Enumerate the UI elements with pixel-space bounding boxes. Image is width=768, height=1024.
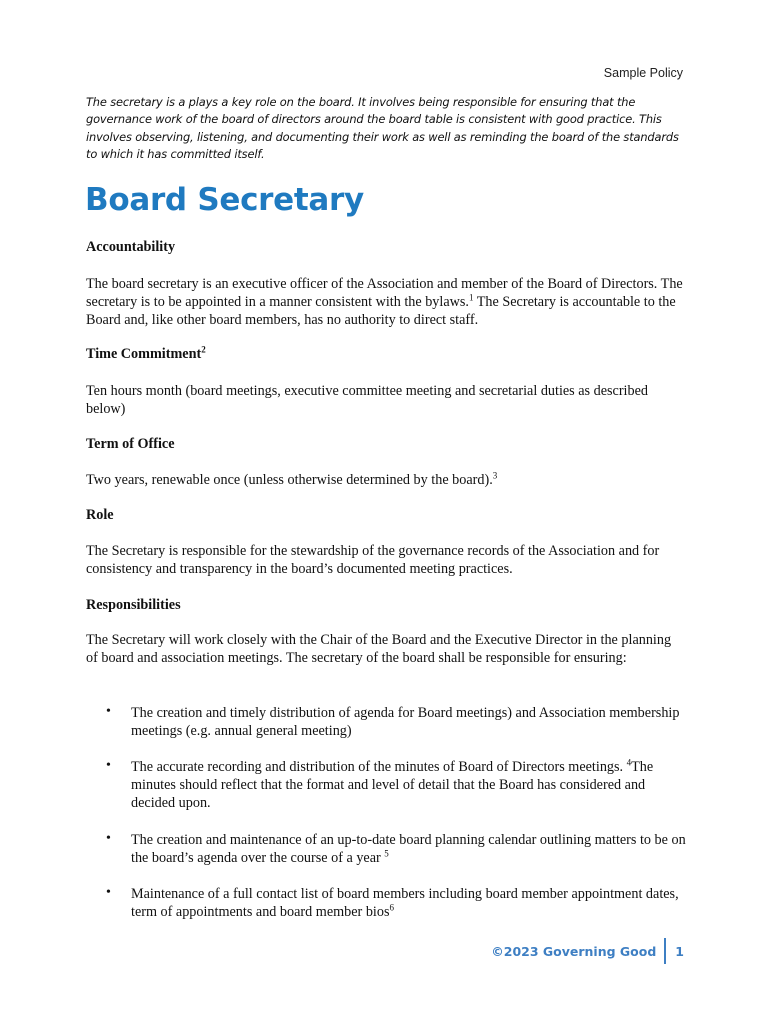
bullet-marker: •	[106, 704, 111, 719]
footer-copyright: ©2023 Governing Good	[491, 943, 657, 959]
list-item	[131, 885, 691, 921]
list-item	[131, 758, 691, 812]
list-item-text: The creation and maintenance of an up-to-date board planning calendar outlining matters to be on the board’s agenda over the course of a year	[131, 832, 686, 866]
role-paragraph: The Secretary is responsible for the stewardship of the governance records of the Association and for consistency and transparency in the board’s documented meeting practices.	[86, 543, 660, 577]
heading-term-of-office: Term of Office	[86, 436, 175, 452]
page-footer	[491, 938, 684, 964]
footnote-ref-3[interactable]: 3	[492, 470, 498, 481]
page-title: Board Secretary	[85, 182, 364, 218]
accountability-paragraph	[86, 275, 686, 329]
heading-role: Role	[86, 507, 114, 523]
footnote-ref-4[interactable]: 4	[626, 757, 632, 768]
footnote-ref-6[interactable]: 6	[389, 902, 394, 913]
footnote-ref-2[interactable]: 2	[201, 344, 206, 355]
heading-responsibilities: Responsibilities	[86, 597, 181, 613]
heading-time-commitment	[86, 346, 206, 363]
bullet-marker: •	[106, 885, 111, 900]
footnote-ref-5[interactable]: 5	[384, 848, 389, 859]
list-item-text: Maintenance of a full contact list of board members including board member appointment dates, term of appointments and board member bios	[131, 886, 679, 920]
term-text: Two years, renewable once (unless otherwise determined by the board).	[86, 472, 493, 488]
responsibilities-paragraph: The Secretary will work closely with the Chair of the Board and the Executive Director in the planning of board and association meetings. The secretary of the board shall be responsible for ensuring:	[86, 632, 672, 666]
list-item	[131, 831, 691, 867]
footer-divider	[664, 938, 666, 964]
term-paragraph	[86, 471, 686, 489]
bullet-marker: •	[106, 831, 111, 846]
list-item: The creation and timely distribution of agenda for Board meetings) and Association membership meetings (e.g. annual general meeting)	[131, 705, 680, 739]
footnote-ref-1[interactable]: 1	[468, 292, 474, 303]
heading-time-commitment-label: Time Commitment	[86, 346, 202, 362]
list-item-text-a: The accurate recording and distribution of the minutes of Board of Directors meetings.	[131, 759, 627, 775]
heading-accountability: Accountability	[86, 239, 176, 255]
header-label: Sample Policy	[603, 66, 683, 80]
list-item-text-b: The minutes should reflect that the format and level of detail that the Board has considered and decided upon.	[131, 759, 654, 811]
bullet-marker: •	[106, 758, 111, 773]
time-commitment-paragraph: Ten hours month (board meetings, executive committee meeting and secretarial duties as described below)	[86, 383, 648, 417]
accountability-text-b: The Secretary is accountable to the Board and, like other board members, has no authority to direct staff.	[86, 294, 676, 328]
page-number: 1	[675, 943, 684, 959]
intro-paragraph: The secretary is a plays a key role on the board. It involves being responsible for ensuring that the governance work of the board of directors around the board table is consistent with good practice. This involves observing, listening, and documenting their work as well as reminding the board of the standards to which it has committed itself.	[86, 95, 679, 161]
accountability-text-a: The board secretary is an executive officer of the Association and member of the Board of Directors. The secretary is to be appointed in a manner consistent with the bylaws.	[86, 276, 683, 310]
